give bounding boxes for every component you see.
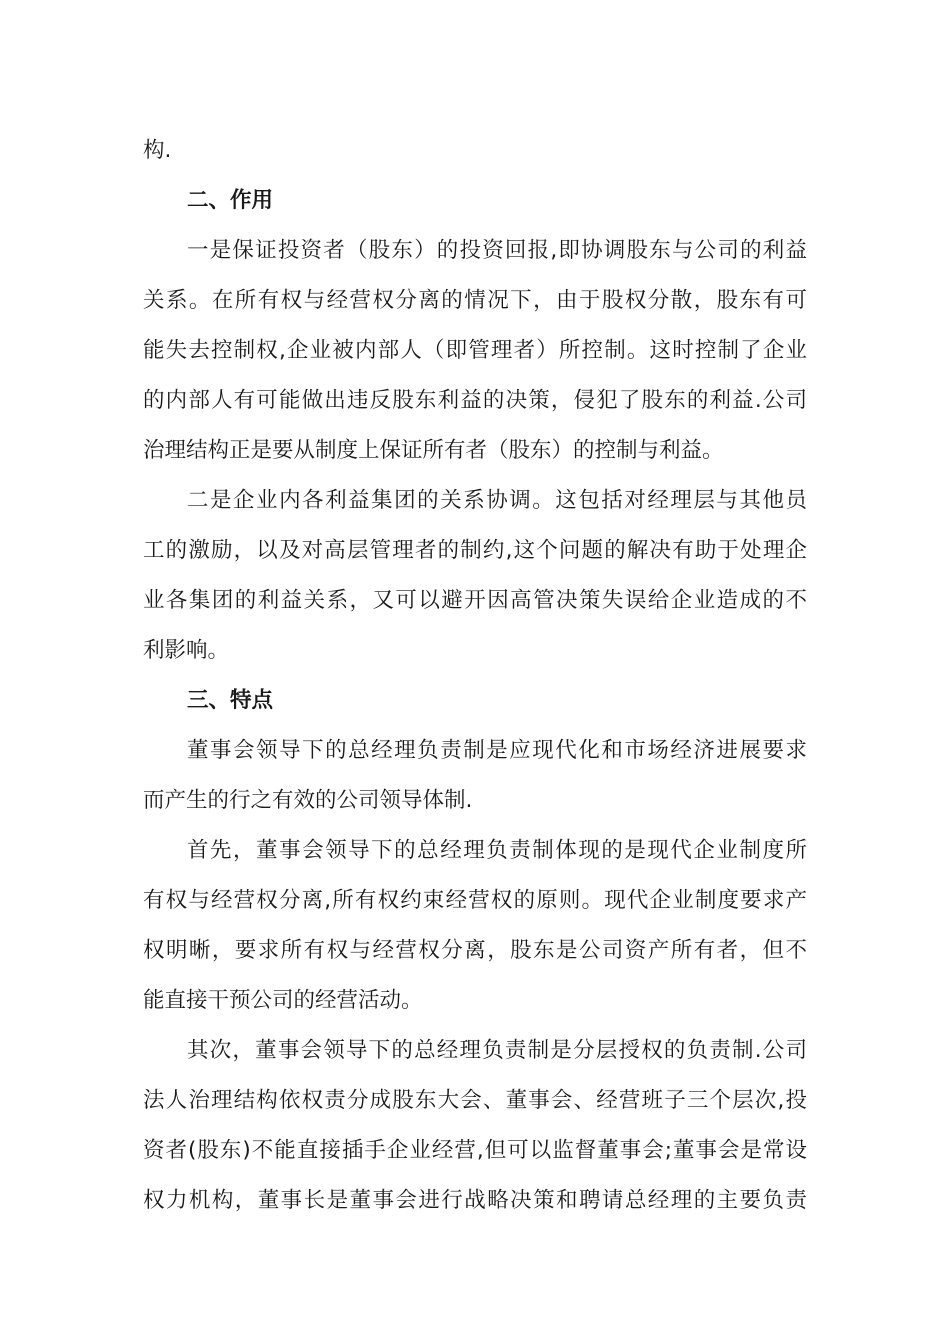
paragraph-line: 有权与经营权分离,所有权约束经营权的原则。现代企业制度要求产 bbox=[143, 888, 807, 913]
paragraph-line: 能失去控制权,企业被内部人（即管理者）所控制。这时控制了企业 bbox=[143, 338, 807, 363]
paragraph-line: 关系。在所有权与经营权分离的情况下，由于股权分散，股东有可 bbox=[143, 288, 807, 313]
paragraph-line: 一是保证投资者（股东）的投资回报,即协调股东与公司的利益 bbox=[187, 238, 807, 263]
paragraph-line: 治理结构正是要从制度上保证所有者（股东）的控制与利益。 bbox=[143, 438, 724, 463]
paragraph-line: 利影响。 bbox=[143, 638, 230, 663]
paragraph-line: 二是企业内各利益集团的关系协调。这包括对经理层与其他员 bbox=[187, 488, 807, 513]
paragraph-line: 资者(股东)不能直接插手企业经营,但可以监督董事会;董事会是常设 bbox=[143, 1138, 807, 1163]
paragraph-line: 首先，董事会领导下的总经理负责制体现的是现代企业制度所 bbox=[187, 838, 807, 863]
document-body bbox=[143, 126, 807, 1226]
paragraph-line: 法人治理结构依权责分成股东大会、董事会、经营班子三个层次,投 bbox=[143, 1088, 807, 1113]
paragraph-line: 工的激励，以及对高层管理者的制约,这个问题的解决有助于处理企 bbox=[143, 538, 807, 563]
paragraph-line: 而产生的行之有效的公司领导体制. bbox=[143, 788, 473, 813]
paragraph-line: 权力机构，董事长是董事会进行战略决策和聘请总经理的主要负责 bbox=[143, 1188, 807, 1213]
paragraph-line: 董事会领导下的总经理负责制是应现代化和市场经济进展要求 bbox=[187, 738, 807, 763]
paragraph-line: 的内部人有可能做出违反股东利益的决策，侵犯了股东的利益.公司 bbox=[143, 388, 807, 413]
section-heading: 三、特点 bbox=[187, 688, 274, 713]
paragraph-line: 权明晰，要求所有权与经营权分离，股东是公司资产所有者，但不 bbox=[143, 938, 807, 963]
paragraph-line: 能直接干预公司的经营活动。 bbox=[143, 988, 423, 1013]
paragraph-line: 业各集团的利益关系，又可以避开因高管决策失误给企业造成的不 bbox=[143, 588, 807, 613]
paragraph-line: 其次，董事会领导下的总经理负责制是分层授权的负责制.公司 bbox=[187, 1038, 807, 1063]
paragraph-line: 构. bbox=[143, 138, 172, 163]
section-heading: 二、作用 bbox=[187, 188, 274, 213]
